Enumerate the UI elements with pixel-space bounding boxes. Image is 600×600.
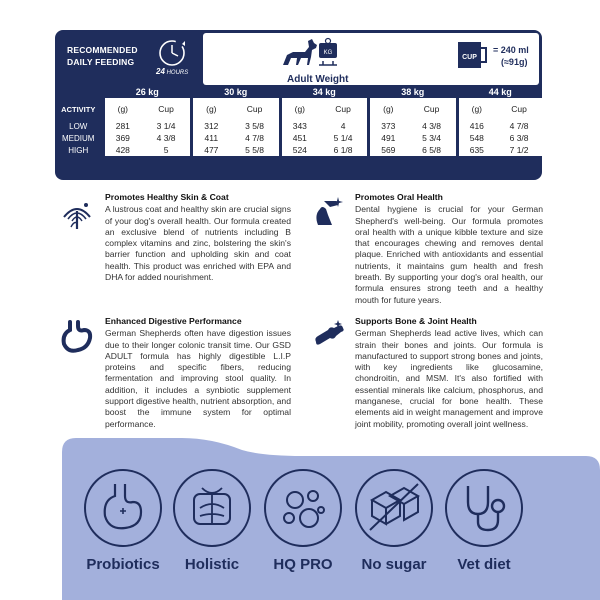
- activity-level: MEDIUM: [62, 133, 95, 143]
- dog-on-scale-icon: [279, 35, 339, 71]
- weight-header: 30 kg: [192, 86, 281, 98]
- feeding-value: 312: [192, 120, 231, 132]
- feeding-row: [55, 120, 542, 132]
- feeding-value: 6 3/8: [496, 132, 542, 144]
- weight-header: 44 kg: [457, 86, 542, 98]
- unit-cell: (g): [280, 98, 319, 120]
- feeding-value: 373: [369, 120, 408, 132]
- weight-header: 34 kg: [280, 86, 369, 98]
- hq-pro-icon: [263, 468, 343, 548]
- weight-header: 38 kg: [369, 86, 458, 98]
- unit-cell: (g): [103, 98, 142, 120]
- badge-label-probiotics: Probiotics: [86, 556, 160, 573]
- feature-body: Dental hygiene is crucial for your German Shepherd's well-being. Our formula promotes oral health with a unique kibble texture and size that encourages chewing and removes dental plaque. Enriched with antioxidants and essential nutrients, it maintains gum health and fresh breath. By supporting your dog's oral health, our formula ensures strong teeth and a healthy mouth for future years.: [355, 204, 543, 305]
- no-sugar-icon: [354, 468, 434, 548]
- feature-title: Promotes Oral Health: [355, 192, 443, 202]
- cup-icon-label: CUP: [462, 54, 477, 61]
- feeding-value: 4 3/8: [142, 132, 192, 144]
- feeding-row: [55, 132, 542, 144]
- feeding-value: 6 5/8: [407, 144, 457, 156]
- feeding-value: 343: [280, 120, 319, 132]
- feeding-value: 4 3/8: [407, 120, 457, 132]
- feature-body: German Shepherds lead active lives, which can strain their bones and joints. Our formula is manufactured to support strong bones and joints, with key ingredients like glucosamine, chondroitin, and MSM. It's also fortified with essential minerals like calcium, phosphorus, and manganese, crucial for bone health. These elements aid in weight management and improve joint mobility, promoting overall joint wellness.: [355, 328, 543, 429]
- badge-label-hq-pro: HQ PRO: [273, 556, 333, 573]
- badge-label-holistic: Holistic: [184, 556, 240, 573]
- unit-cell: Cup: [142, 98, 192, 120]
- feeding-value: 477: [192, 144, 231, 156]
- feeding-value: 635: [457, 144, 496, 156]
- feature-title: Enhanced Digestive Performance: [105, 316, 242, 326]
- feeding-value: 569: [369, 144, 408, 156]
- feature-title: Promotes Healthy Skin & Coat: [105, 192, 229, 202]
- feeding-row: [55, 144, 542, 156]
- feeding-value: 3 5/8: [230, 120, 280, 132]
- feeding-value: 4: [319, 120, 369, 132]
- feature-bone-joint: [355, 316, 543, 430]
- unit-cell: Cup: [319, 98, 369, 120]
- activity-level: HIGH: [68, 145, 89, 155]
- clock-label: 24 HOURS: [156, 67, 189, 76]
- feeding-value: 451: [280, 132, 319, 144]
- tooth-sparkle-icon: [312, 195, 346, 229]
- feeding-value: 5 1/4: [319, 132, 369, 144]
- feeding-table: [55, 86, 542, 156]
- cup-conversion: = 240 ml (≈91g): [493, 45, 529, 67]
- feature-skin-coat: [105, 192, 291, 283]
- unit-cell: Cup: [230, 98, 280, 120]
- feeding-rows: [55, 120, 542, 156]
- unit-cell: Cup: [407, 98, 457, 120]
- unit-cell: Cup: [496, 98, 542, 120]
- holistic-icon: [172, 468, 252, 548]
- feeding-value: 7 1/2: [496, 144, 542, 156]
- scale-label: KG: [323, 50, 333, 56]
- feature-digestive: [105, 316, 291, 430]
- badge-label-no-sugar: No sugar: [361, 556, 427, 573]
- feeding-value: 5 3/4: [407, 132, 457, 144]
- probiotics-icon: [83, 468, 163, 548]
- feeding-value: 428: [103, 144, 142, 156]
- unit-cell: (g): [369, 98, 408, 120]
- feeding-title: RECOMMENDED DAILY FEEDING: [67, 45, 138, 67]
- feeding-table-panel: [55, 30, 542, 180]
- feeding-value: 5: [142, 144, 192, 156]
- feeding-value: 491: [369, 132, 408, 144]
- adult-weight-label: Adult Weight: [287, 74, 349, 85]
- skin-coat-icon: [60, 197, 94, 231]
- feeding-value: 281: [103, 120, 142, 132]
- unit-row: [55, 98, 542, 120]
- feature-body: A lustrous coat and healthy skin are crucial signs of your dog's overall health. Our formula created an exclusive blend of nutrients including B complex vitamins and zinc, bolstering the skin's barrier function and upholding skin and coat health. This product was enriched with EPA and DHA for added nourishment.: [105, 204, 291, 283]
- weight-header-row: [55, 86, 542, 98]
- feeding-value: 411: [192, 132, 231, 144]
- feeding-value: 5 5/8: [230, 144, 280, 156]
- feeding-value: 4 7/8: [230, 132, 280, 144]
- bone-joint-icon: [312, 318, 346, 352]
- stethoscope-icon: [444, 468, 524, 548]
- feeding-value: 548: [457, 132, 496, 144]
- weight-header: 26 kg: [103, 86, 192, 98]
- feeding-value: 4 7/8: [496, 120, 542, 132]
- feeding-value: 6 1/8: [319, 144, 369, 156]
- benefits-band: [62, 430, 600, 600]
- cup-icon: [455, 40, 489, 70]
- feature-oral-health: [355, 192, 543, 306]
- badge-label-vet-diet: Vet diet: [457, 556, 511, 573]
- unit-cell: (g): [192, 98, 231, 120]
- feeding-value: 416: [457, 120, 496, 132]
- activity-header: ACTIVITY: [61, 104, 96, 114]
- feature-title: Supports Bone & Joint Health: [355, 316, 477, 326]
- feeding-value: 369: [103, 132, 142, 144]
- stomach-icon: [60, 320, 94, 354]
- activity-level: LOW: [69, 121, 88, 131]
- feeding-value: 524: [280, 144, 319, 156]
- feature-body: German Shepherds often have digestion issues due to their longer colonic transit time. Our GSD ADULT formula has highly digestible L.I.P proteins and specific fibers, reducing fermentation and improving stool quality. In addition, it includes a synbiotic supplement support digestive health, nutrient absorption, and boost the immune system for optimal performance.: [105, 328, 291, 429]
- feeding-value: 3 1/4: [142, 120, 192, 132]
- unit-cell: (g): [457, 98, 496, 120]
